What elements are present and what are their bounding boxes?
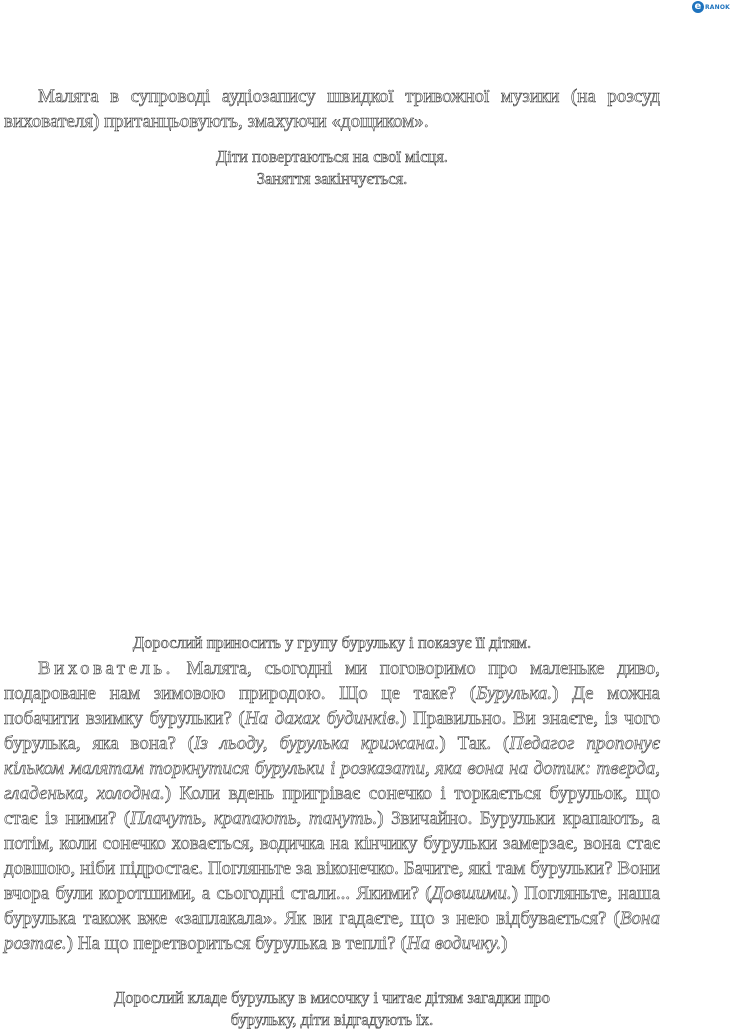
italic-answer: Вона розтає. <box>4 908 660 954</box>
italic-answer: На водичку. <box>406 933 502 954</box>
dialogue-text: ) Де можна побачити взимку бурульки? ( <box>4 683 660 729</box>
dialogue-text: Малята, сьогодні ми поговоримо про маленьке диво, подароване нам зимовою природою. Що це таке? ( <box>4 658 660 704</box>
dialogue-text: ) Погляньте, наша бурулька також вже «заплакала». Як ви гадаєте, що з нею відбувається? ( <box>4 883 660 929</box>
top-stage-note <box>4 146 660 190</box>
final-stage-note <box>4 987 660 1031</box>
dialogue-text: ) <box>501 933 508 954</box>
final-note-line-1: Дорослий кладе бурульку в мисочку і читає дітям загадки про <box>114 988 550 1007</box>
italic-answer: Із льоду, бурулька крижана. <box>194 733 440 754</box>
logo-e-icon: e <box>692 1 704 13</box>
dialogue-text: ) Звичайно. Бурульки крапають, а потім, коли сонечко ховається, водичка на кінчику бурульки замерзає, вона стає довшою, ніби підростає. Погляньте за віконечко. Бачите, які там бурульки? Вони вчора були коротшими, а сьогодні стали... Якими? ( <box>4 808 660 904</box>
music-paragraph: Малята в супроводі аудіозапису швидкої тривожної музики (на розсуд вихователя) пританцьовують, змахуючи «дощиком». <box>4 86 660 132</box>
dialogue-text: ) Правильно. Ви знаєте, із чого бурулька, яка вона? ( <box>4 708 660 754</box>
italic-answer: Плачуть, крапають, тануть. <box>130 808 378 829</box>
italic-answer: Педагог пропонує кільком малятам торкнутися бурульки і розказати, яка вона на дотик: тверда, гладенька, холодна. <box>4 733 661 804</box>
top-section <box>4 84 660 134</box>
final-note-line-2: бурульку, діти відгадують їх. <box>230 1010 434 1029</box>
dialogue-paragraph <box>4 656 660 956</box>
dialogue-text: ) На що перетвориться бурулька в теплі? ( <box>66 933 407 954</box>
italic-answer: Бурулька. <box>476 683 553 704</box>
note-line-1: Діти повертаються на свої місця. <box>216 147 448 166</box>
publisher-logo <box>692 1 730 13</box>
teacher-dialogue <box>4 656 660 956</box>
speaker-label: Вихователь. <box>38 658 174 679</box>
dialogue-text: ) Так. ( <box>439 733 510 754</box>
icicle-note <box>4 632 660 654</box>
italic-answer: На дахах будинків. <box>244 708 400 729</box>
icicle-stage-note: Дорослий приносить у групу бурульку і показує її дітям. <box>132 633 532 652</box>
dialogue-text: ) Коли вдень пригріває сонечко і торкається бурульок, що стає із ними? ( <box>4 783 660 829</box>
italic-answer: Довшими. <box>431 883 512 904</box>
note-line-2: Заняття закінчується. <box>256 169 408 188</box>
logo-text: RANOK <box>704 3 730 11</box>
